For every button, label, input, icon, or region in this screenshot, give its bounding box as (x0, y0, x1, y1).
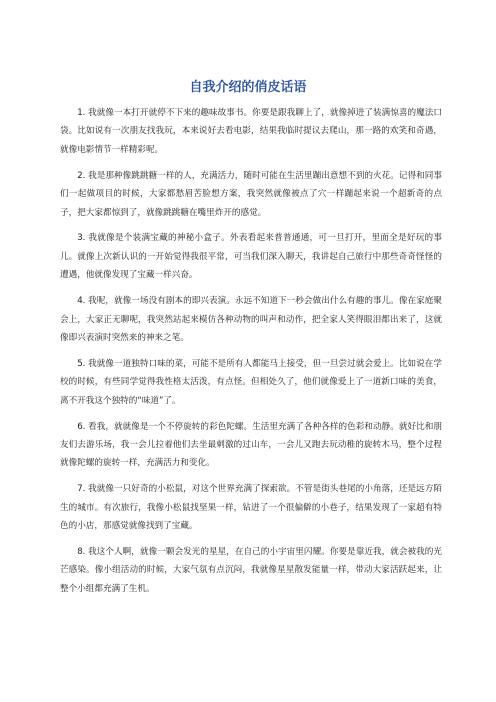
paragraph-6: 6. 看我，就就像是一个不停旋转的彩色陀螺。生活里充满了各种各样的色彩和动静。就好比和朋友们去游乐场，我一会儿拉着他们去坐最刺激的过山车，一会儿又跑去玩动稚的旋转木马，整个过程就像陀螺的旋转一样，充满活力和变化。 (60, 421, 442, 469)
paragraph-4: 4. 我呢，就像一场没有剧本的即兴表演。永远不知道下一秒会做出什么有趣的事儿。像在家庭聚会上，大家正无聊呢，我突然站起来模仿各种动物的叫声和动作，把全家人笑得眼泪都出来了，这就像即兴表演时突然来的神来之笔。 (60, 296, 442, 343)
paragraph-5: 5. 我就像一道独特口味的菜，可能不是所有人都能马上接受，但一旦尝过就会爱上。比如说在学校的时候，有些同学觉得我性格太活泼，有点怪。但相处久了，他们就像爱上了一道新口味的美食，离不开我这个独特的“味道”了。 (60, 358, 442, 406)
paragraph-3: 3. 我就像是个装满宝藏的神秘小盒子。外表看起来普普通通，可一旦打开，里面全是好玩的事儿。就像上次新认识的一开始觉得我很平常，可当我们深入聊天，我讲起自己旅行中那些奇奇怪怪的遭遇，他就像发现了宝藏一样兴奋。 (60, 233, 442, 281)
paragraph-1: 1. 我就像一本打开就停不下来的趣味故事书。你要是跟我聊上了，就像掉进了装满惊喜的魔法口袋。比如说有一次朋友找我玩，本来说好去看电影，结果我临时提议去爬山，那一路的欢笑和奇遇，就像电影情节一样精彩呢。 (60, 108, 442, 155)
paragraph-2: 2. 我是那种像跳跳糖一样的人，充满活力，随时可能在生活里蹦出意想不到的火花。记得和同事们一起做项目的时候，大家都愁眉苦脸想方案，我突然就像被点了穴一样蹦起来说一个超新奇的点子，把大家都惊到了，就像跳跳糖在嘴里炸开的感觉。 (60, 170, 442, 218)
paragraph-8: 8. 我这个人啊，就像一颗会发光的星星，在自己的小宇宙里闪耀。你要是靠近我，就会被我的光芒感染。像小组活动的时候，大家气氛有点沉闷，我就像星星散发能量一样，带动大家活跃起来，让整个小组都充满了生机。 (60, 547, 442, 594)
paragraph-7: 7. 我就像一只好奇的小松鼠，对这个世界充满了探索欲。不管是街头巷尾的小角落，还是远方陌生的城市。有次旅行，我像小松鼠找坚果一样，钻进了一个很偏僻的小巷子，结果发现了一家超有特色的小店，那感觉就像找到了宝藏。 (60, 484, 442, 532)
document-title: 自我介绍的俏皮话语 (189, 80, 307, 95)
document-body (60, 104, 442, 606)
